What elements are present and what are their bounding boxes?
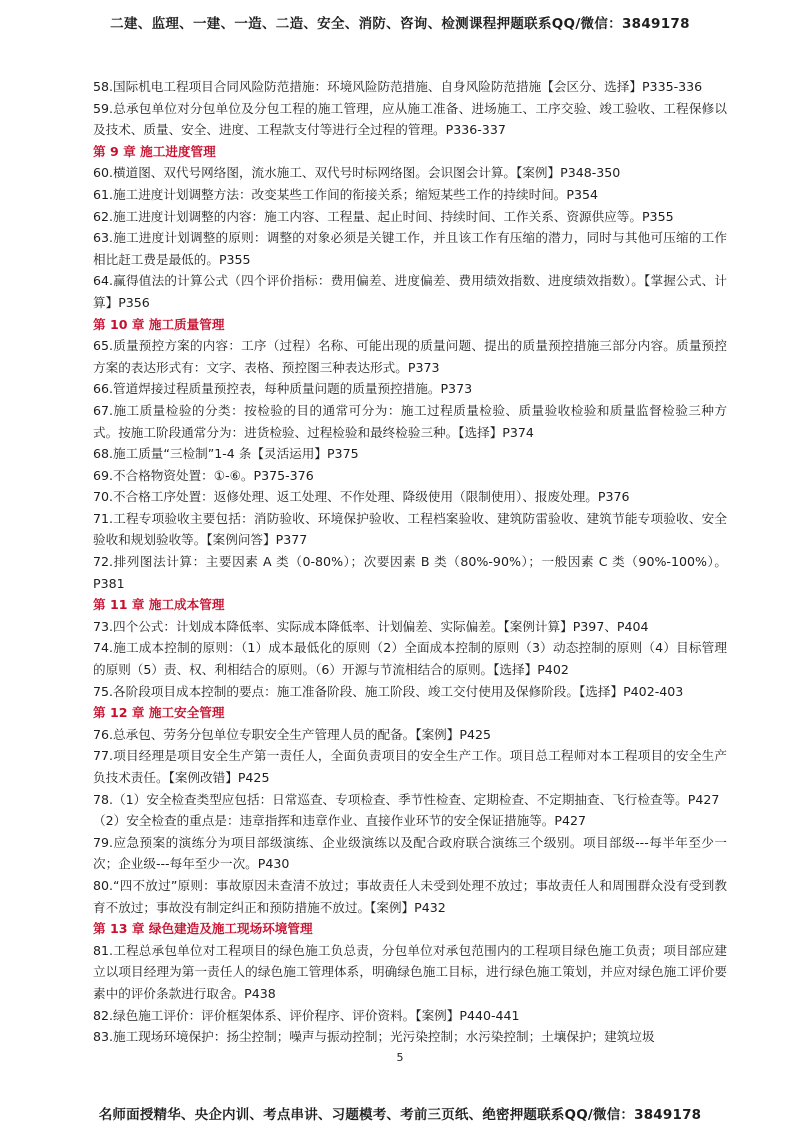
list-item: 83.施工现场环境保护：扬尘控制；噪声与振动控制；光污染控制；水污染控制；土壤保护；建筑垃圾	[93, 1029, 655, 1045]
list-item: 68.施工质量“三检制”1-4 条【灵活运用】P375	[93, 446, 359, 462]
chapter-heading: 第 11 章 施工成本管理	[93, 597, 225, 613]
chapter-heading: 第 9 章 施工进度管理	[93, 143, 216, 159]
list-item: 78.（1）安全检查类型应包括：日常巡查、专项检查、季节性检查、定期检查、不定期抽查、飞行检查等。P427	[93, 791, 720, 807]
list-item: （2）安全检查的重点是：违章指挥和违章作业、直接作业环节的安全保证措施等。P427	[93, 813, 587, 829]
list-item: 70.不合格工序处置：返修处理、返工处理、不作处理、降级使用（限制使用）、报废处理。P376	[93, 489, 630, 505]
list-item: 66.管道焊接过程质量预控表，每种质量问题的质量预控措施。P373	[93, 381, 473, 397]
list-item: 80.“四不放过”原则：事故原因未查清不放过；事故责任人未受到处理不放过；事故责任人和周围群众没有受到教育不放过；事故没有制定纠正和预防措施不放过。【案例】P432	[93, 877, 727, 915]
list-item: 74.施工成本控制的原则：（1）成本最低化的原则（2）全面成本控制的原则（3）动态控制的原则（4）目标管理的原则（5）责、权、利相结合的原则。（6）开源与节流相结合的原则。【选择】P402	[93, 640, 727, 678]
list-item: 60.横道图、双代号网络图，流水施工、双代号时标网络图。会识图会计算。【案例】P348-350	[93, 165, 621, 181]
page-number: 5	[396, 1051, 404, 1064]
chapter-heading: 第 13 章 绿色建造及施工现场环境管理	[93, 921, 313, 937]
page-content	[93, 76, 727, 1048]
list-item: 67.施工质量检验的分类：按检验的目的通常可分为：施工过程质量检验、质量验收检验和质量监督检验三种方式。按施工阶段通常分为：进货检验、过程检验和最终检验三种。【选择】P374	[93, 402, 727, 440]
list-item: 71.工程专项验收主要包括：消防验收、环境保护验收、工程档案验收、建筑防雷验收、建筑节能专项验收、安全验收和规划验收等。【案例问答】P377	[93, 510, 727, 548]
list-item: 62.施工进度计划调整的内容：施工内容、工程量、起止时间、持续时间、工作关系、资源供应等。P355	[93, 208, 674, 224]
chapter-heading: 第 10 章 施工质量管理	[93, 316, 225, 332]
list-item: 75.各阶段项目成本控制的要点：施工准备阶段、施工阶段、竣工交付使用及保修阶段。【选择】P402-403	[93, 683, 684, 699]
list-item: 81.工程总承包单位对工程项目的绿色施工负总责，分包单位对承包范围内的工程项目绿色施工负责；项目部应建立以项目经理为第一责任人的绿色施工管理体系，明确绿色施工目标，进行绿色施工策划，并应对绿色施工评价要素中的评价条款进行取舍。P438	[93, 942, 727, 1001]
list-item: 63.施工进度计划调整的原则：调整的对象必须是关键工作，并且该工作有压缩的潜力，同时与其他可压缩的工作相比赶工费是最低的。P355	[93, 230, 727, 267]
list-item: 64.赢得值法的计算公式（四个评价指标：费用偏差、进度偏差、费用绩效指数、进度绩效指数）。【掌握公式、计算】P356	[93, 273, 727, 310]
list-item: 79.应急预案的演练分为项目部级演练、企业级演练以及配合政府联合演练三个级别。项目部级---每半年至少一次；企业级---每年至少一次。P430	[93, 834, 727, 872]
list-item: 73.四个公式：计划成本降低率、实际成本降低率、计划偏差、实际偏差。【案例计算】P397、P404	[93, 618, 649, 634]
list-item: 77.项目经理是项目安全生产第一责任人，全面负责项目的安全生产工作。项目总工程师对本工程项目的安全生产负技术责任。【案例改错】P425	[93, 748, 727, 785]
list-item: 61.施工进度计划调整方法：改变某些工作间的衔接关系；缩短某些工作的持续时间。P354	[93, 186, 599, 202]
list-item: 58.国际机电工程项目合同风险防范措施：环境风险防范措施、自身风险防范措施【会区分、选择】P335-336	[93, 79, 703, 94]
list-item: 82.绿色施工评价：评价框架体系、评价程序、评价资料。【案例】P440-441	[93, 1007, 520, 1023]
list-item: 59.总承包单位对分包单位及分包工程的施工管理，应从施工准备、进场施工、工序交验、竣工验收、工程保修以及技术、质量、安全、进度、工程款支付等进行全过程的管理。P336-337	[93, 100, 727, 138]
list-item: 72.排列图法计算：主要因素 A 类（0-80%）；次要因素 B 类（80%-90%）；一般因素 C 类（90%-100%）。P381	[93, 554, 727, 591]
page-footer-banner: 名师面授精华、央企内训、考点串讲、习题模考、考前三页纸、绝密押题联系QQ/微信：3849178	[98, 1107, 702, 1123]
chapter-heading: 第 12 章 施工安全管理	[93, 705, 225, 721]
list-item: 76.总承包、劳务分包单位专职安全生产管理人员的配备。【案例】P425	[93, 726, 491, 742]
list-item: 65.质量预控方案的内容：工序（过程）名称、可能出现的质量问题、提出的质量预控措施三部分内容。质量预控方案的表达形式有：文字、表格、预控图三种表达形式。P373	[93, 338, 727, 375]
page-header-banner: 二建、监理、一建、一造、二造、安全、消防、咨询、检测课程押题联系QQ/微信：3849178	[110, 16, 690, 32]
list-item: 69.不合格物资处置：①-⑥。P375-376	[93, 467, 314, 483]
